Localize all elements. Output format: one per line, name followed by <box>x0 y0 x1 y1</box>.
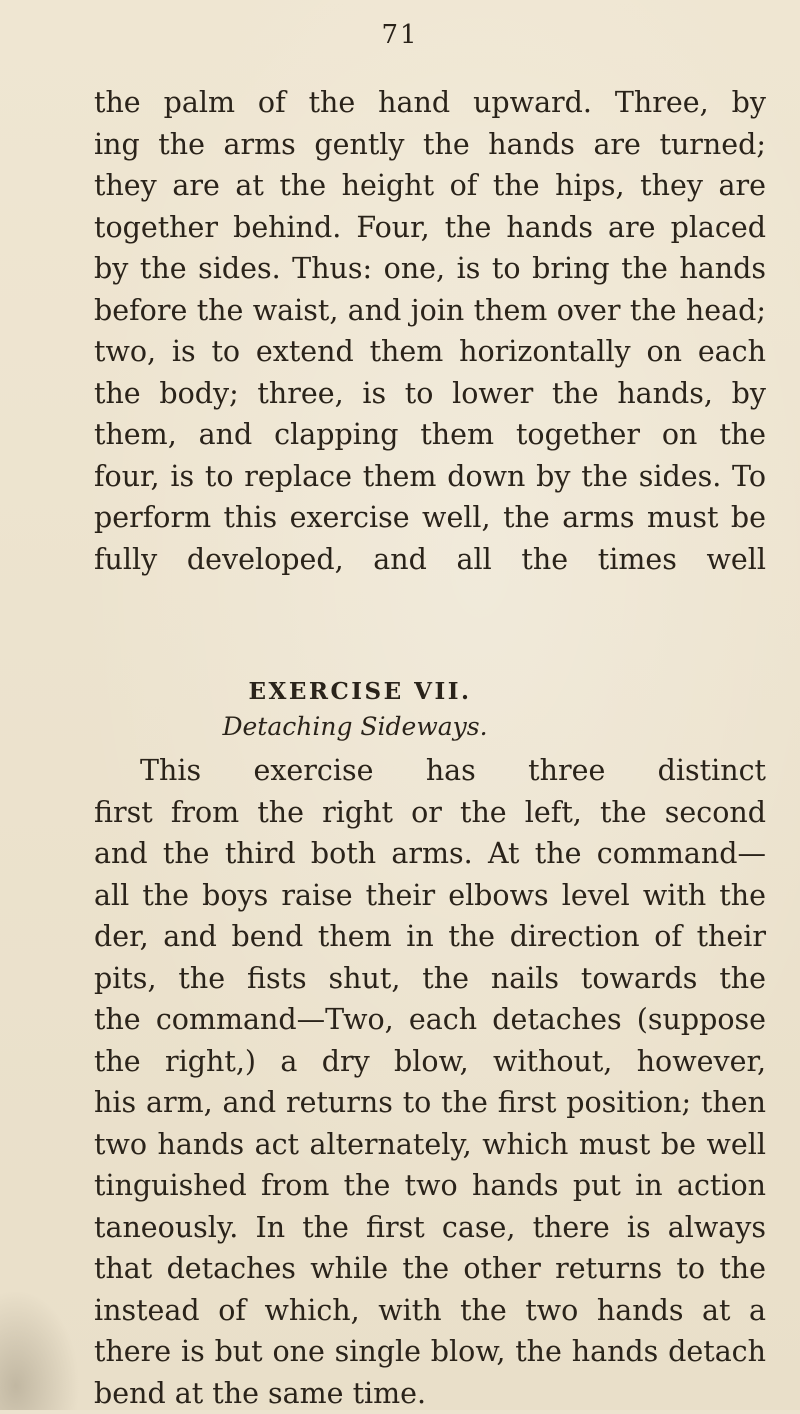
text-line: they are at the height of the hips, they are <box>94 165 766 207</box>
text-line: bend at the same time. <box>94 1373 766 1414</box>
text-line: pits, the fists shut, the nails towards the <box>94 958 766 1000</box>
page-number: 71 <box>0 20 800 50</box>
text-line: the body; three, is to lower the hands, by <box>94 373 766 415</box>
text-line: together behind. Four, the hands are placed <box>94 207 766 249</box>
text-line: before the waist, and join them over the head; <box>94 290 766 332</box>
section-subheading: Detaching Sideways. <box>0 712 800 741</box>
text-line: der, and bend them in the direction of their <box>94 916 766 958</box>
text-line: two, is to extend them horizontally on each <box>94 331 766 373</box>
section-heading: EXERCISE VII. <box>0 678 800 705</box>
text-line: tinguished from the two hands put in action <box>94 1165 766 1207</box>
text-line: perform this exercise well, the arms must be <box>94 497 766 539</box>
text-line: first from the right or the left, the second <box>94 792 766 834</box>
text-line: that detaches while the other returns to the <box>94 1248 766 1290</box>
text-line: four, is to replace them down by the sides. To <box>94 456 766 498</box>
paper-stain <box>0 1290 80 1410</box>
text-line: the command—Two, each detaches (suppose <box>94 999 766 1041</box>
text-line: by the sides. Thus: one, is to bring the hands <box>94 248 766 290</box>
text-line: and the third both arms. At the command— <box>94 833 766 875</box>
paragraph-continuation <box>94 82 766 580</box>
text-line: his arm, and returns to the first position; then <box>94 1082 766 1124</box>
text-line: This exercise has three distinct <box>94 750 766 792</box>
text-line: ing the arms gently the hands are turned; <box>94 124 766 166</box>
text-line: there is but one single blow, the hands detach <box>94 1331 766 1373</box>
text-line: the right,) a dry blow, without, however, <box>94 1041 766 1083</box>
text-line: them, and clapping them together on the <box>94 414 766 456</box>
text-line: the palm of the hand upward. Three, by <box>94 82 766 124</box>
text-line: all the boys raise their elbows level with the <box>94 875 766 917</box>
paragraph-exercise-vii <box>94 750 766 1414</box>
text-line: fully developed, and all the times well <box>94 539 766 581</box>
text-line: two hands act alternately, which must be well <box>94 1124 766 1166</box>
text-line: instead of which, with the two hands at a <box>94 1290 766 1332</box>
text-line: taneously. In the first case, there is always <box>94 1207 766 1249</box>
